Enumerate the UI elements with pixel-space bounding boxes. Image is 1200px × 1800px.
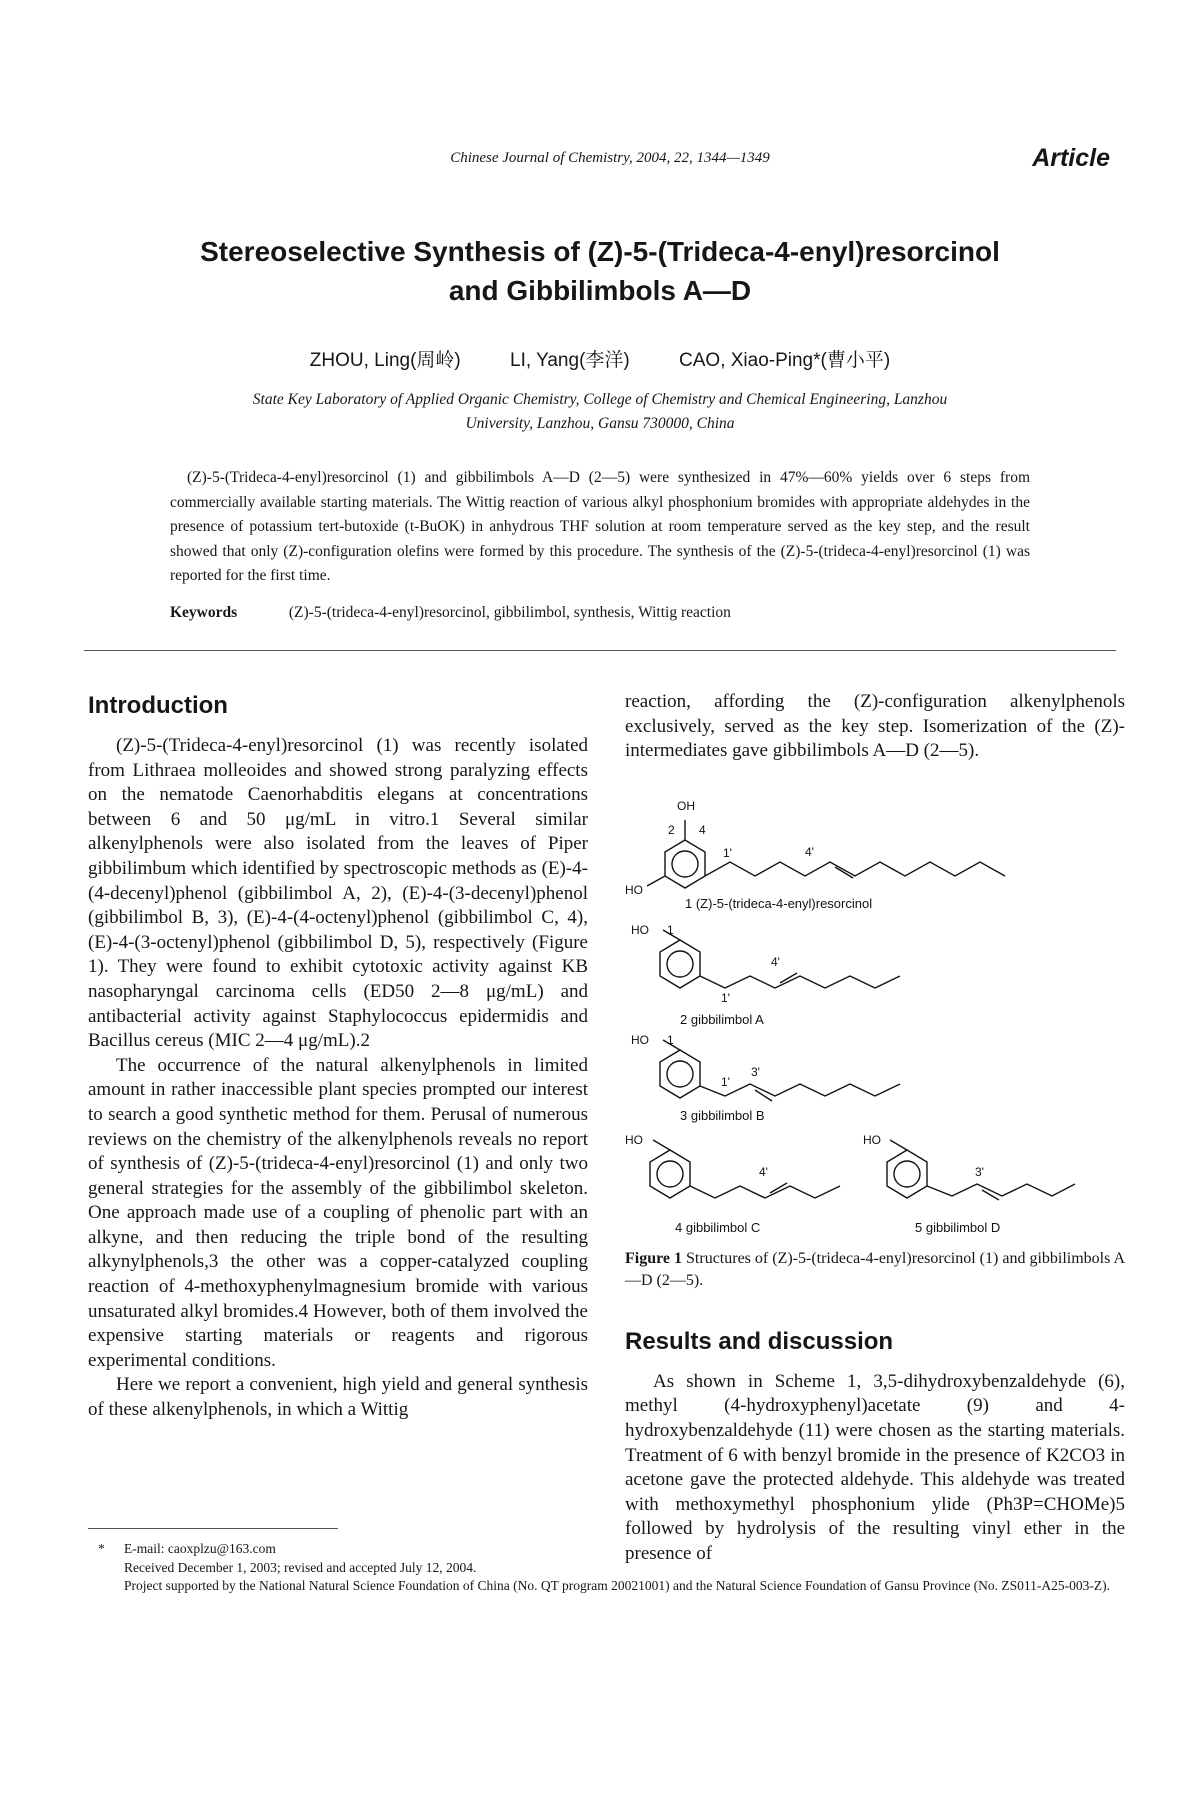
alkyl-chain	[690, 1186, 840, 1198]
ho-label: HO	[625, 1132, 643, 1147]
aromatic-circle	[894, 1161, 920, 1187]
alkyl-chain	[705, 862, 1005, 876]
position-3p-label: 3'	[751, 1064, 760, 1079]
header-divider	[84, 650, 1116, 651]
author-1: ZHOU, Ling(周岭)	[309, 350, 461, 371]
footnote-divider	[88, 1528, 338, 1529]
compound-5-name: 5 gibbilimbol D	[915, 1219, 1001, 1235]
position-4p-label: 4'	[771, 954, 780, 969]
compound-3-structure	[631, 1033, 900, 1123]
oh-label: OH	[677, 798, 695, 813]
article-type-label: Article	[1032, 144, 1110, 172]
alkyl-chain	[927, 1184, 1075, 1196]
compound-1-structure	[625, 799, 1005, 911]
position-4p-label: 4'	[759, 1164, 768, 1179]
affiliation-line-2: University, Lanzhou, Gansu 730000, China	[465, 415, 735, 432]
benzene-ring	[660, 1050, 700, 1098]
ho-label: HO	[863, 1132, 881, 1147]
position-3p-label: 3'	[975, 1164, 984, 1179]
double-bond	[982, 1190, 999, 1200]
position-1-label: 1	[667, 922, 674, 937]
ho-label: HO	[625, 882, 643, 897]
compound-2-structure	[631, 923, 900, 1027]
footnote-email: E-mail: caoxplzu@163.com	[124, 1541, 276, 1556]
benzene-ring	[660, 940, 700, 988]
position-2-label: 2	[668, 822, 675, 837]
keywords	[170, 604, 1030, 622]
intro-paragraph-3-continued: reaction, affording the (Z)-configuration alkenylphenols exclusively, served as the key step. Isomerization of the (Z)-intermediates gave gibbilimbols A—D (2—5).	[625, 691, 1125, 762]
footnote-received: Received December 1, 2003; revised and accepted July 12, 2004.	[124, 1559, 477, 1575]
right-column	[625, 690, 1125, 1567]
keywords-text: (Z)-5-(trideca-4-enyl)resorcinol, gibbilimbol, synthesis, Wittig reaction	[288, 604, 731, 621]
results-paragraph-1: As shown in Scheme 1, 3,5-dihydroxybenzaldehyde (6), methyl (4-hydroxyphenyl)acetate (9) and 4-hydroxybenzaldehyde (11) were chosen as the starting materials. Treatment of 6 with benzyl bromide in the presence of K2CO3 in acetone gave the protected aldehyde. This aldehyde was treated with methoxymethyl phosphonium ylide (Ph3P=CHOMe)5 followed by hydrolysis of the resulting vinyl ether in the presence of	[625, 1370, 1125, 1564]
left-column	[88, 690, 588, 1423]
figure-caption	[625, 1248, 1125, 1292]
figure-1	[625, 790, 1125, 1240]
compound-1-name: 1 (Z)-5-(trideca-4-enyl)resorcinol	[685, 895, 873, 911]
footnote-asterisk: *	[98, 1541, 105, 1556]
bond	[653, 1140, 670, 1150]
affiliation	[150, 388, 1050, 436]
footnotes	[88, 1540, 1128, 1596]
benzene-ring	[650, 1150, 690, 1198]
bond	[647, 876, 665, 886]
figure-caption-text: Structures of (Z)-5-(trideca-4-enyl)resorcinol (1) and gibbilimbols A—D (2—5).	[625, 1249, 1126, 1289]
author-2: LI, Yang(李洋)	[510, 350, 630, 371]
footnote-support: Project supported by the National Natural Science Foundation of China (No. QT program 20021001) and the Natural Science Foundation of Gansu Province (No. ZS011-A25-003-Z).	[124, 1578, 1111, 1593]
title-line-1: Stereoselective Synthesis of (Z)-5-(Trideca-4-enyl)resorcinol	[200, 236, 1000, 267]
position-1p-label: 1'	[721, 990, 730, 1005]
double-bond	[835, 867, 853, 878]
abstract-text: (Z)-5-(Trideca-4-enyl)resorcinol (1) and gibbilimbols A—D (2—5) were synthesized in 47%—60% yields over 6 steps from commercially available starting materials. The Wittig reaction of various alkyl phosphonium bromides with appropriate aldehydes in the presence of potassium tert-butoxide (t-BuOK) in anhydrous THF solution at room temperature served as the key step, and the result showed that only (Z)-configuration olefins were formed by this procedure. The synthesis of the (Z)-5-(trideca-4-enyl)resorcinol (1) was reported for the first time.	[170, 469, 1030, 584]
intro-paragraph-1: (Z)-5-(Trideca-4-enyl)resorcinol (1) was recently isolated from Lithraea molleoides and showed strong paralyzing effects on the nematode Caenorhabditis elegans at concentrations between 6 and 50 μg/mL in vitro.1 Several similar alkenylphenols were also isolated from the leaves of Piper gibbilimbum which identified by spectroscopic methods as (E)-4-(4-decenyl)phenol (gibbilimbol A, 2), (E)-4-(3-decenyl)phenol (gibbilimbol B, 3), (E)-4-(4-octenyl)phenol (gibbilimbol C, 4), (E)-4-(3-octenyl)phenol (gibbilimbol D, 5), respectively (Figure 1). They were found to exhibit cytotoxic activity against KB nasopharyngal carcinoma cells (ED50 2—8 μg/mL) and antibacterial activity against Staphylococcus epidermidis and Bacillus cereus (MIC 2—4 μg/mL).2	[88, 735, 588, 1052]
position-1-label: 1	[667, 1032, 674, 1047]
abstract	[170, 466, 1030, 589]
results-section	[625, 1326, 1125, 1567]
benzene-ring	[665, 840, 705, 888]
alkyl-chain	[700, 1084, 900, 1096]
journal-citation: Chinese Journal of Chemistry, 2004, 22, 1344—1349	[450, 150, 770, 166]
paper-title	[100, 232, 1100, 310]
compound-5-structure	[863, 1133, 1075, 1235]
position-1p-label: 1'	[723, 845, 732, 860]
position-1p-label: 1'	[721, 1074, 730, 1089]
aromatic-circle	[657, 1161, 683, 1187]
title-line-2: and Gibbilimbols A—D	[448, 275, 752, 306]
intro-paragraph-3: Here we report a convenient, high yield and general synthesis of these alkenylphenols, in which a Wittig	[88, 1374, 588, 1421]
compound-3-name: 3 gibbilimbol B	[680, 1107, 765, 1123]
compound-4-name: 4 gibbilimbol C	[675, 1219, 761, 1235]
aromatic-circle	[667, 951, 693, 977]
aromatic-circle	[667, 1061, 693, 1087]
intro-paragraph-2: The occurrence of the natural alkenylphenols in limited amount in rather inaccessible plant species prompted our interest to search a good synthetic method for them. Perusal of numerous reviews on the chemistry of the alkenylphenols reveals no report of synthesis of (Z)-5-(trideca-4-enyl)resorcinol (1) and only two general strategies for the assembly of the gibbilimbol skeleton. One approach made use of a coupling of phenolic part with an alkyne, and then reducing the triple bond of the resulting alkynylphenols,3 the other was a copper-catalyzed coupling reaction of 4-methoxyphenylmagnesium bromide with various unsaturated alkyl bromides.4 However, both of them involved the expensive starting materials or reagents and rigorous experimental conditions.	[88, 1054, 588, 1371]
figure-caption-label: Figure 1	[625, 1249, 683, 1267]
compound-2-name: 2 gibbilimbol A	[680, 1011, 764, 1027]
compound-4-structure	[625, 1133, 840, 1235]
keywords-label: Keywords	[170, 604, 238, 621]
author-3: CAO, Xiao-Ping*(曹小平)	[679, 350, 891, 371]
alkyl-chain	[700, 976, 900, 988]
position-4-label: 4	[699, 822, 706, 837]
aromatic-circle	[672, 851, 698, 877]
position-4p-label: 4'	[805, 844, 814, 859]
structures-diagram	[625, 790, 1125, 1240]
double-bond	[755, 1090, 772, 1101]
results-heading: Results and discussion	[625, 1327, 894, 1355]
author-list	[150, 345, 1050, 372]
ho-label: HO	[631, 1032, 649, 1047]
bond	[890, 1140, 907, 1150]
introduction-heading: Introduction	[88, 692, 228, 719]
affiliation-line-1: State Key Laboratory of Applied Organic Chemistry, College of Chemistry and Chemical Engineering, Lanzhou	[252, 391, 948, 408]
benzene-ring	[887, 1150, 927, 1198]
ho-label: HO	[631, 922, 649, 937]
